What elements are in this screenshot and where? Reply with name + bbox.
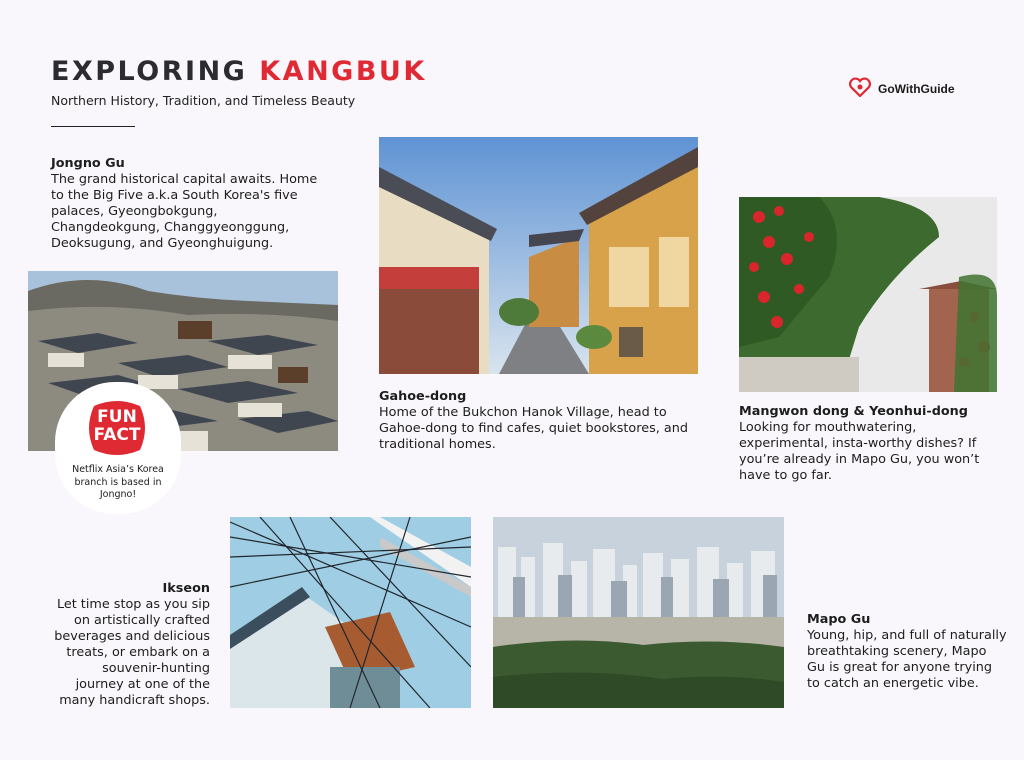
brand-name: GoWithGuide [878,82,955,96]
jongno-section [51,156,321,252]
mangwon-title: Mangwon dong & Yeonhui-dong [739,404,968,419]
mapo-text: Young, hip, and full of naturally breathtaking scenery, Mapo Gu is great for anyone trying to catch an energetic vibe. [807,628,1007,691]
heart-map-pin-icon [848,77,872,101]
mangwon-photo [739,197,997,392]
page-title [51,56,427,87]
fun-fact-line1: FUN [97,407,137,427]
ikseon-photo [230,517,471,708]
jongno-title: Jongno Gu [51,156,125,171]
mapo-photo [493,517,784,708]
ikseon-text: Let time stop as you sip on artistically crafted beverages and delicious treats, or embark on a souvenir-hunting journey at one of the many handicraft shops. [54,597,210,708]
mangwon-text: Looking for mouthwatering, experimental, insta-worthy dishes? If you’re already in Mapo Gu, you won’t have to go far. [739,420,980,483]
ikseon-section [50,581,210,709]
title-divider [51,126,135,127]
mangwon-section [739,404,1009,484]
gahoe-photo [379,137,698,374]
title-main: EXPLORING [51,56,260,87]
fun-fact-line2: FACT [93,425,141,445]
title-accent: KANGBUK [259,56,427,87]
mapo-title: Mapo Gu [807,612,871,627]
page-subtitle: Northern History, Tradition, and Timeless Beauty [51,93,356,108]
brand-logo[interactable] [848,77,955,101]
mapo-section [807,612,1007,692]
fun-fact-text: Netflix Asia’s Korea branch is based in Jongno! [72,464,164,500]
jongno-text: The grand historical capital awaits. Home to the Big Five a.k.a South Korea's five palaces, Gyeongbokgung, Changdeokgung, Changgyeonggung, Deoksugung, and Gyeonghuigung. [51,172,318,251]
fun-fact-badge [86,398,148,458]
gahoe-section [379,389,699,453]
gahoe-title: Gahoe-dong [379,389,467,404]
gahoe-text: Home of the Bukchon Hanok Village, head to Gahoe-dong to find cafes, quiet bookstores, and traditional homes. [379,405,688,452]
ikseon-title: Ikseon [162,581,210,596]
